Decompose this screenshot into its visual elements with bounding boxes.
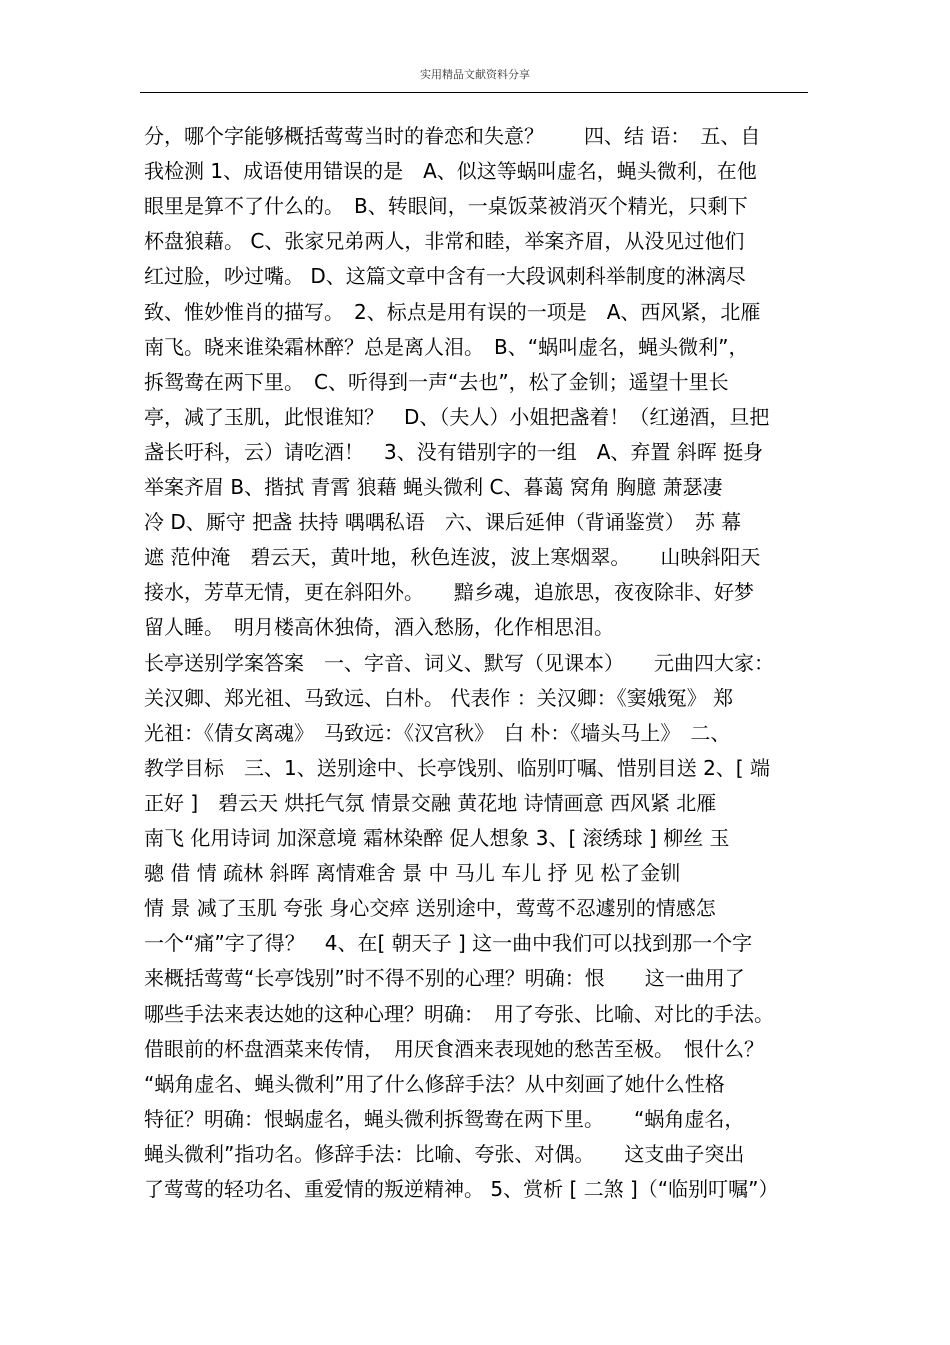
- text-line: 红过脸，吵过嘴。 D、这篇文章中含有一大段讽刺科举制度的淋漓尽: [144, 264, 746, 289]
- text-line: 教学目标 三、1、送别途中、长亭饯别、临别叮嘱、惜别目送 2、[ 端: [144, 755, 770, 780]
- text-line: 正好 ] 碧云天 烘托气氛 情景交融 黄花地 诗情画意 西风紧 北雁: [144, 790, 717, 815]
- text-line: 蝇头微利”指功名。修辞手法：比喻、夸张、对偶。 这支曲子突出: [144, 1141, 745, 1166]
- text-line: 来概括莺莺“长亭饯别”时不得不别的心理？明确：恨 这一曲用了: [144, 966, 745, 991]
- text-line: 长亭送别学案答案 一、字音、词义、默写（见课本） 元曲四大家：: [144, 650, 774, 675]
- text-line: 留人睡。 明月楼高休独倚，酒入愁肠，化作相思泪。: [144, 615, 614, 640]
- text-line: 举案齐眉 B、揩拭 青霄 狼藉 蝇头微利 C、暮蔼 窝角 胸臆 萧瑟凄: [144, 475, 723, 499]
- text-line: 杯盘狼藉。 C、张家兄弟两人，非常和睦，举案齐眉，从没见过他们: [144, 229, 745, 254]
- text-line: 亭，减了玉肌，此恨谁知？ D、（夫人）小姐把盏着！（红递酒，旦把: [144, 404, 770, 429]
- text-line: 情 景 减了玉肌 夸张 身心交瘁 送别途中，莺莺不忍遽别的情感怎: [144, 896, 716, 921]
- text-line: 哪些手法来表达她的这种心理？明确： 用了夸张、比喻、对比的手法。: [144, 1001, 774, 1026]
- text-line: 接水，芳草无情，更在斜阳外。 黯乡魂，追旅思，夜夜除非、好梦: [144, 580, 754, 605]
- text-line: 一个“痛”字了得？ 4、在[ 朝天子 ] 这一曲中我们可以找到那一个字: [144, 931, 753, 956]
- text-line: 关汉卿、郑光祖、马致远、白朴。 代表作 ：关汉卿：《窦娥冤》 郑: [144, 685, 734, 710]
- text-line: 冷 D、厮守 把盏 扶持 喁喁私语 六、课后延伸（背诵鉴赏） 苏 幕: [144, 510, 742, 535]
- text-line: 特征？明确：恨蜗虚名，蝇头微利拆鸳鸯在两下里。 “蜗角虚名，: [144, 1106, 745, 1131]
- text-line: 借眼前的杯盘酒菜来传情， 用厌食酒来表现她的愁苦至极。 恨什么？: [144, 1036, 764, 1061]
- text-line: 拆鸳鸯在两下里。 C、听得到一声“去也”，松了金钏；遥望十里长: [144, 369, 729, 394]
- text-line: 眼里是算不了什么的。 B、转眼间，一桌饭菜被消灭个精光，只剩下: [144, 194, 748, 219]
- text-line: 骢 借 情 疏林 斜晖 离情难舍 景 中 马儿 车儿 抒 见 松了金钏: [144, 861, 681, 886]
- text-line: 光祖：《倩女离魂》 马致远：《汉宫秋》 白 朴：《墙头马上》 二、: [144, 720, 731, 745]
- text-line: 我检测 1、成语使用错误的是 A、似这等蜗叫虚名，蝇头微利，在他: [144, 159, 757, 184]
- text-line: 致、惟妙惟肖的描写。 2、标点是用有误的一项是 A、西风紧，北雁: [144, 299, 761, 324]
- text-line: 分，哪个字能够概括莺莺当时的眷恋和失意？ 四、结 语： 五、自: [144, 124, 761, 148]
- text-line: 南飞。晓来谁染霜林醉？总是离人泪。 B、“蜗叫虚名，蝇头微利”，: [144, 334, 749, 359]
- text-line: 了莺莺的轻功名、重爱情的叛逆精神。 5、赏析 [ 二煞 ]（“临别叮嘱”）: [144, 1177, 779, 1201]
- text-line: 南飞 化用诗词 加深意境 霜林染醉 促人想象 3、[ 滚绣球 ] 柳丝 玉: [144, 826, 730, 850]
- page-header: 实用精品文献资料分享: [420, 68, 530, 81]
- header-divider: [140, 92, 808, 93]
- text-line: 遮 范仲淹 碧云天，黄叶地，秋色连波，波上寒烟翠。 山映斜阳天: [144, 545, 761, 570]
- text-line: “蜗角虚名、蝇头微利”用了什么修辞手法？从中刻画了她什么性格: [144, 1071, 725, 1096]
- text-line: 盏长吁科，云）请吃酒！ 3、没有错别字的一组 A、弃置 斜晖 挺身: [144, 439, 764, 464]
